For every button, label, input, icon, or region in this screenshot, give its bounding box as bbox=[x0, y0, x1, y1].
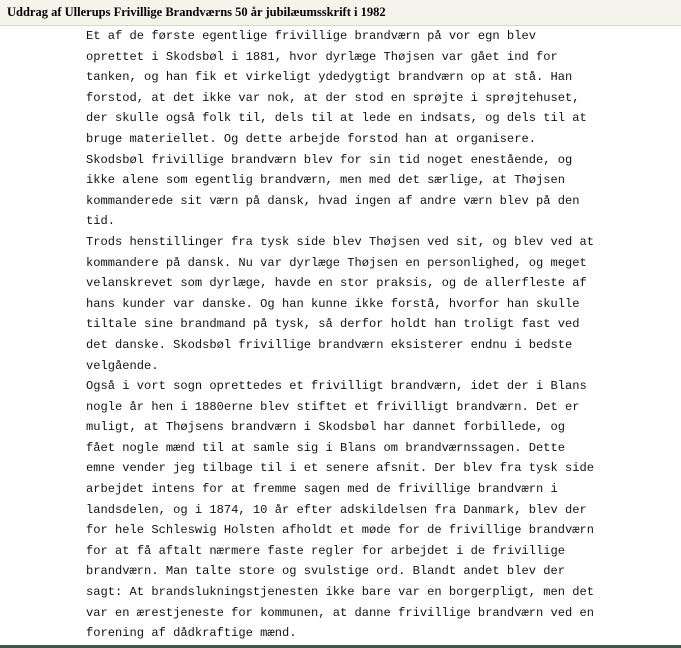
text-line: kommandere på dansk. Nu var dyrlæge Thøjsen en personlighed, og meget bbox=[86, 255, 587, 270]
text-line: forening af dådkraftige mænd. bbox=[86, 626, 297, 641]
text-line: ikke alene som egentlig brandværn, men med det særlige, at Thøjsen bbox=[86, 173, 565, 188]
text-line: tanken, og han fik et virkeligt ydedygtigt brandværn op at stå. Han bbox=[86, 70, 573, 85]
text-line: for hele Schleswig Holsten afholdt et møde for de frivillige brandværn bbox=[86, 523, 595, 538]
text-line: muligt, at Thøjsens brandværn i Skodsbøl har dannet forbillede, og bbox=[86, 420, 565, 435]
title-bar bbox=[0, 0, 681, 26]
text-line: emne vender jeg tilbage til i et senere afsnit. Der blev fra tysk side bbox=[86, 461, 595, 476]
text-line: det danske. Skodsbøl frivillige brandværn eksisterer endnu i bedste bbox=[86, 337, 573, 352]
text-line: for at få aftalt nærmere faste regler for arbejdet i de frivillige bbox=[86, 543, 565, 558]
text-line: nogle år hen i 1880erne blev stiftet et frivilligt brandværn. Det er bbox=[86, 399, 580, 414]
text-line: der skulle også folk til, dels til at lede en indsats, og dels til at bbox=[86, 111, 587, 126]
text-line: tiltale sine brandmand på tysk, så derfor holdt han troligt fast ved bbox=[86, 317, 580, 332]
document-body bbox=[86, 26, 676, 644]
text-line: oprettet i Skodsbøl i 1881, hvor dyrlæge Thøjsen var gået ind for bbox=[86, 49, 558, 64]
text-line: velgående. bbox=[86, 358, 159, 373]
text-line: landsdelen, og i 1874, 10 år efter adskildelsen fra Danmark, blev der bbox=[86, 502, 587, 517]
text-line: velanskrevet som dyrlæge, havde en stor praksis, og de allerfleste af bbox=[86, 276, 587, 291]
text-line: forstod, at det ikke var nok, at der stod en sprøjte i sprøjtehuset, bbox=[86, 90, 580, 105]
text-line: sagt: At brandslukningstjenesten ikke bare var en borgerpligt, men det bbox=[86, 585, 595, 600]
text-line: tid. bbox=[86, 214, 116, 229]
text-line: Et af de første egentlige frivillige brandværn på vor egn blev bbox=[86, 29, 536, 43]
text-line: hans kunder var danske. Og han kunne ikke forstå, hvorfor han skulle bbox=[86, 296, 580, 311]
text-line: bruge materiellet. Og dette arbejde forstod han at organisere. bbox=[86, 131, 536, 146]
text-line: brandværn. Man talte store og svulstige ord. Blandt andet blev der bbox=[86, 564, 565, 579]
text-line: var en ærestjeneste for kommunen, at danne frivillige brandværn ved en bbox=[86, 605, 595, 620]
text-line: Trods henstillinger fra tysk side blev Thøjsen ved sit, og blev ved at bbox=[86, 234, 595, 249]
text-line: Skodsbøl frivillige brandværn blev for sin tid noget enestående, og bbox=[86, 152, 573, 167]
text-line: fået nogle mænd til at samle sig i Blans om brandværnssagen. Dette bbox=[86, 440, 565, 455]
text-line: arbejdet intens for at fremme sagen med de frivillige brandværn i bbox=[86, 482, 558, 497]
text-line: Også i vort sogn oprettedes et frivilligt brandværn, idet der i Blans bbox=[86, 379, 587, 394]
text-line: kommanderede sit værn på dansk, hvad ingen af andre værn blev på den bbox=[86, 193, 580, 208]
document-title: Uddrag af Ullerups Frivillige Brandværns 50 år jubilæumsskrift i 1982 bbox=[7, 5, 386, 19]
